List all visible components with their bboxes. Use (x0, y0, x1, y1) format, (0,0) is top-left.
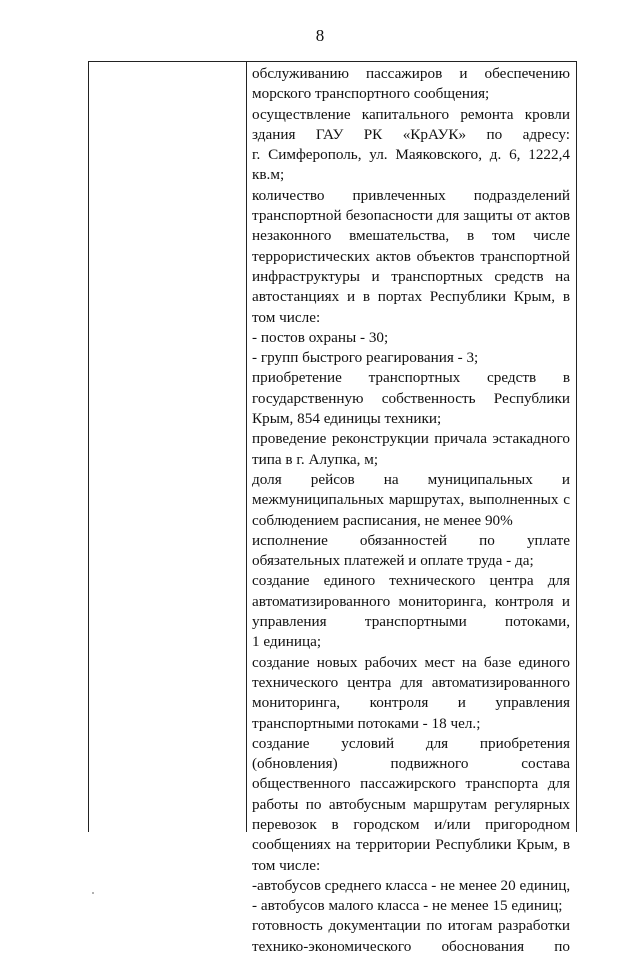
text-line: сообщениях на территории Республики Крым, в (252, 836, 570, 854)
text-line: 1 единица; (252, 633, 322, 651)
text-line: государственную собственность Республики (252, 389, 570, 407)
text-line: (обновления) подвижного состава (252, 755, 570, 773)
text-line: том числе: (252, 308, 321, 326)
text-line: транспортной безопасности для защиты от актов (252, 207, 570, 225)
text-line: создание новых рабочих мест на базе единого (252, 653, 570, 671)
text-line: террористических актов объектов транспортной (252, 247, 570, 265)
page-number: 8 (315, 26, 325, 45)
text-line: обязательных платежей и оплате труда - да; (252, 552, 534, 570)
text-line: перевозок в городском и/или пригородном (252, 815, 570, 833)
text-line: - групп быстрого реагирования - 3; (252, 349, 479, 367)
text-line: соблюдением расписания, не менее 90% (252, 511, 513, 529)
text-line: общественного пассажирского транспорта для (252, 775, 570, 793)
text-line: - постов охраны - 30; (252, 328, 389, 346)
text-line: транспортными потоками - 18 чел.; (252, 714, 481, 732)
text-line: межмуниципальных маршрутах, выполненных с (252, 491, 570, 509)
table-cell-left-empty (89, 62, 246, 832)
text-line: здания ГАУ РК «КрАУК» по адресу: (252, 125, 570, 143)
text-line: управления транспортными потоками, (252, 613, 570, 631)
table-cell-right-text (252, 64, 570, 957)
text-line: автоматизированного мониторинга, контроля и (252, 592, 570, 610)
text-line: создание единого технического центра для (252, 572, 570, 590)
text-line: инфраструктуры и транспортных средств на (252, 267, 570, 285)
text-line: проведение реконструкции причала эстакадного (252, 430, 570, 448)
text-line: том числе: (252, 856, 321, 874)
text-line: создание условий для приобретения (252, 734, 570, 752)
text-line: мониторинга, контроля и управления (252, 694, 570, 712)
text-line: технического центра для автоматизированного (252, 673, 570, 691)
text-line: - автобусов малого класса - не менее 15 единиц; (252, 897, 563, 915)
document-table (88, 61, 577, 955)
text-line: кв.м; (252, 166, 285, 184)
text-line: незаконного вмешательства, в том числе (252, 227, 570, 245)
text-line: технико-экономического обоснования по (252, 937, 570, 955)
text-line: морского транспортного сообщения; (252, 85, 490, 103)
text-line: осуществление капитального ремонта кровли (252, 105, 570, 123)
text-line: обслуживанию пассажиров и обеспечению (252, 65, 570, 82)
text-line: количество привлеченных подразделений (252, 186, 570, 204)
text-line: г. Симферополь, ул. Маяковского, д. 6, 1222,4 (252, 146, 570, 164)
text-line: исполнение обязанностей по уплате (252, 531, 570, 549)
text-line: доля рейсов на муниципальных и (252, 470, 570, 488)
text-line: приобретение транспортных средств в (252, 369, 570, 387)
text-line: работы по автобусным маршрутам регулярных (252, 795, 570, 813)
text-line: автостанциях и в портах Республики Крым, в (252, 288, 570, 306)
text-line: готовность документации по итогам разработки (252, 917, 570, 935)
scan-artifact (92, 892, 94, 894)
column-divider (246, 62, 247, 832)
text-line: типа в г. Алупка, м; (252, 450, 379, 468)
text-line: Крым, 854 единицы техники; (252, 410, 442, 428)
text-line: -автобусов среднего класса - не менее 20 единиц, (252, 876, 570, 894)
